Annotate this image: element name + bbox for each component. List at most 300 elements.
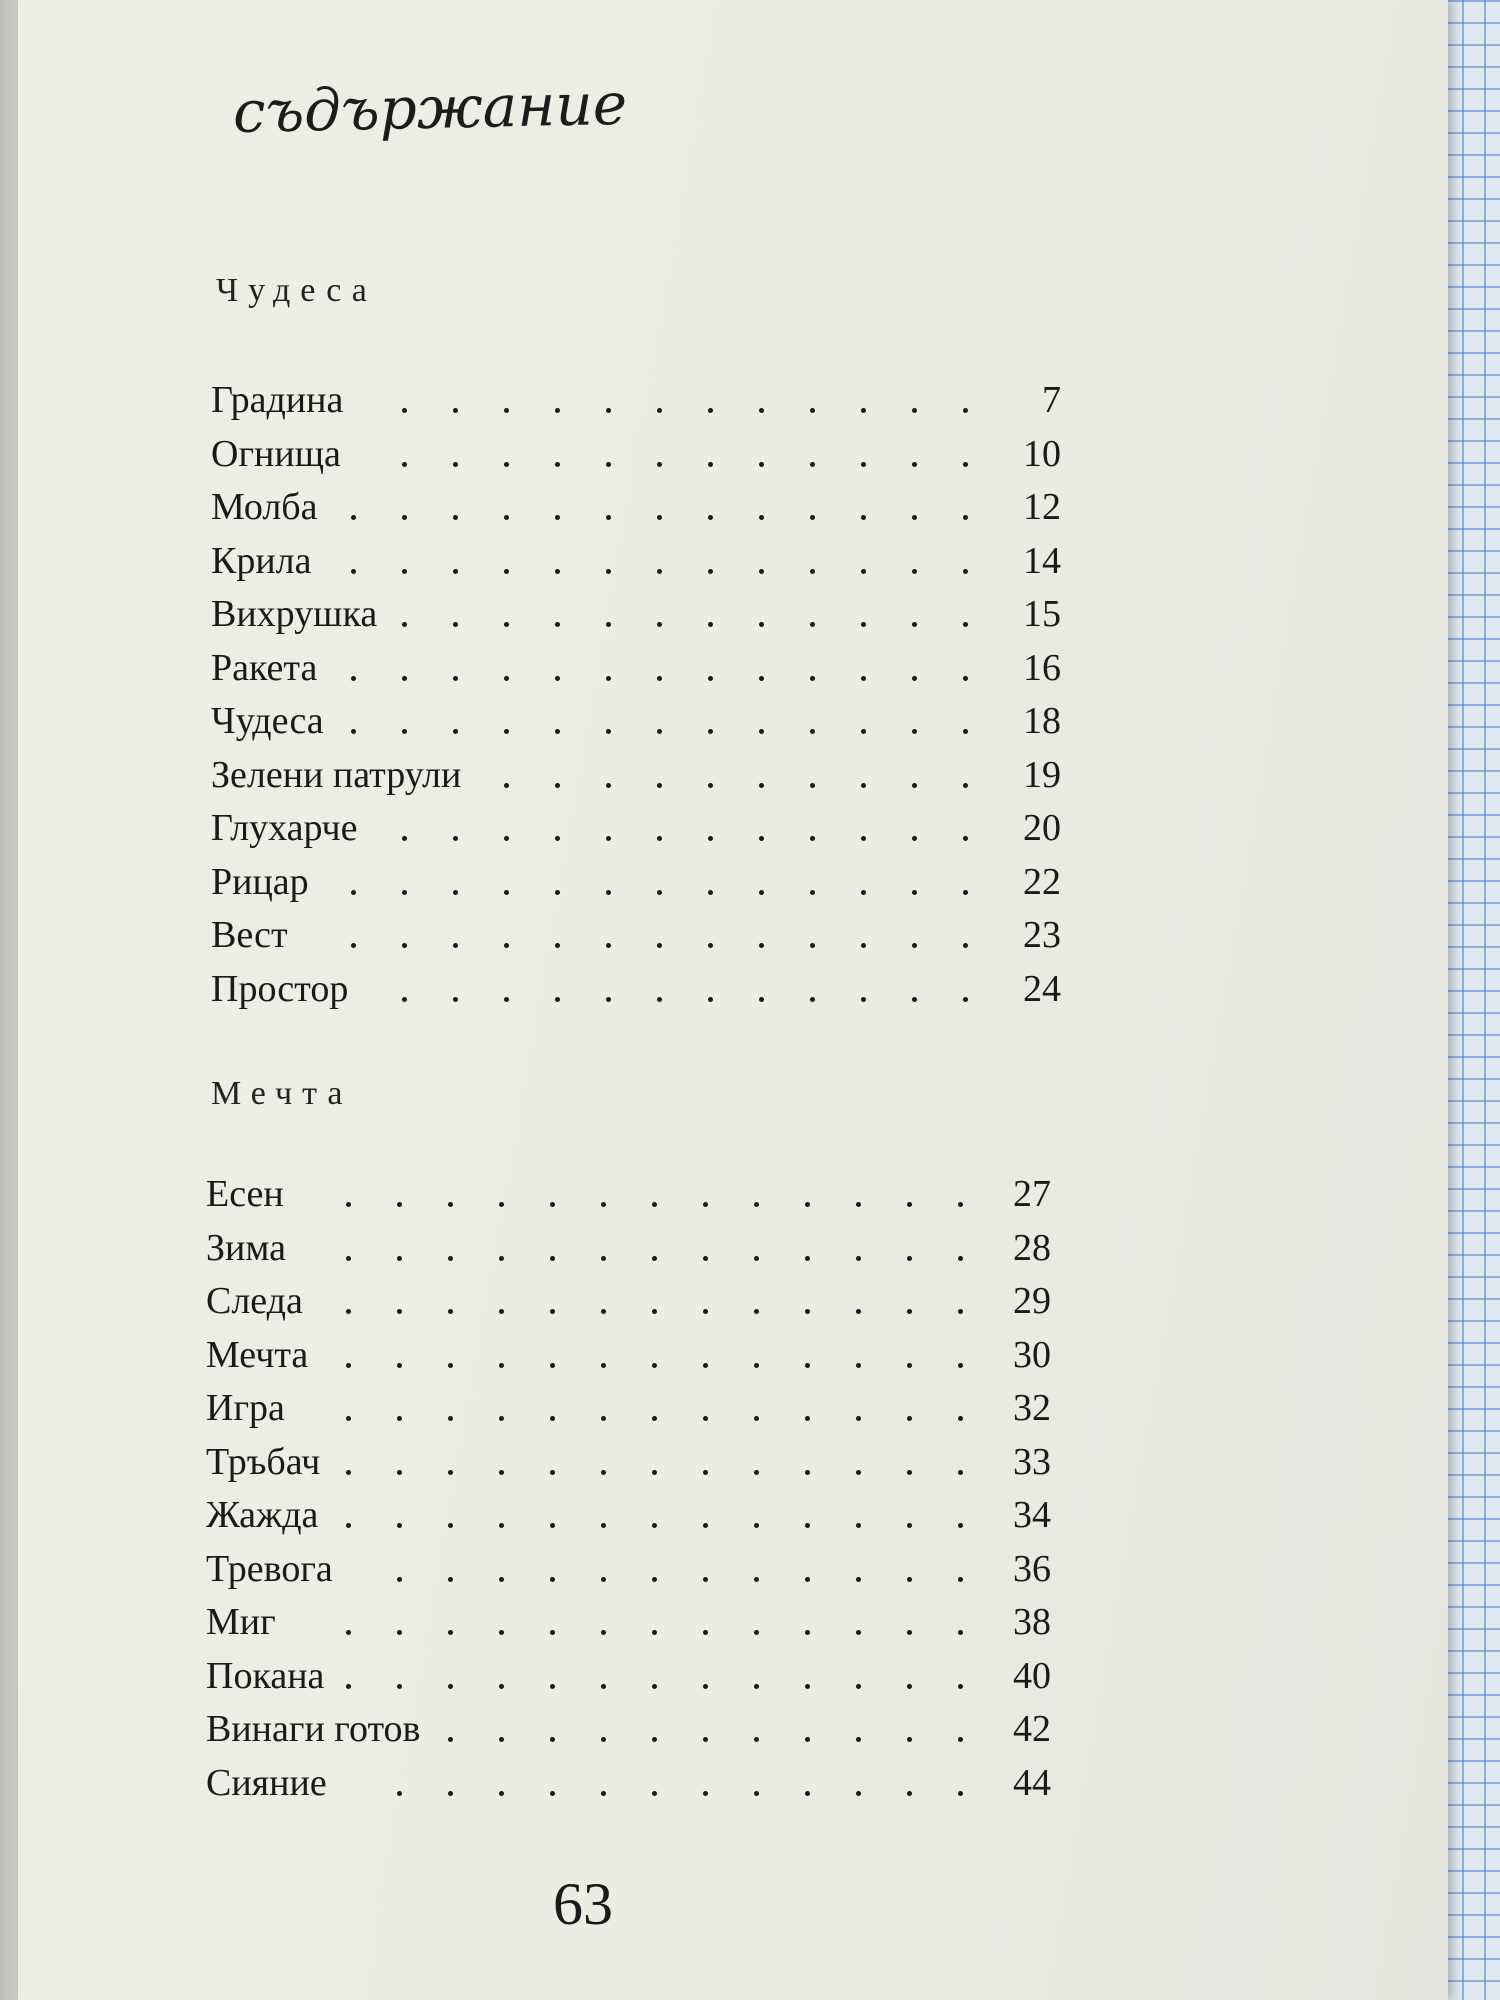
leader-dot (504, 997, 509, 1002)
leader-dot (856, 1202, 861, 1207)
leader-dot (402, 729, 407, 734)
leader-dot (453, 997, 458, 1002)
leader-dot (652, 1791, 657, 1796)
leader-dot (448, 1630, 453, 1635)
entry-page-number: 36 (1013, 1547, 1051, 1590)
entry-page-number: 10 (1023, 432, 1061, 475)
leader-dot (550, 1684, 555, 1689)
dot-leader (206, 1226, 965, 1270)
toc-entry (206, 1654, 1051, 1704)
toc-entry (211, 539, 1061, 589)
leader-dot (708, 462, 713, 467)
leader-dot (448, 1523, 453, 1528)
toc-entry (211, 485, 1061, 535)
entry-title: Винаги готов (206, 1708, 421, 1750)
toc-entry (206, 1493, 1051, 1543)
leader-dot (555, 462, 560, 467)
leader-dot (759, 997, 764, 1002)
entry-title: Игра (206, 1387, 285, 1429)
leader-dot (601, 1416, 606, 1421)
leader-dot (550, 1309, 555, 1314)
entry-page-number: 44 (1013, 1761, 1051, 1804)
leader-dot (759, 462, 764, 467)
leader-dot (346, 1256, 351, 1261)
leader-dot (499, 1416, 504, 1421)
toc-entry (211, 967, 1061, 1017)
leader-dot (912, 462, 917, 467)
leader-dot (657, 783, 662, 788)
leader-dot (810, 622, 815, 627)
leader-dot (550, 1202, 555, 1207)
entry-page-number: 7 (1042, 379, 1061, 421)
leader-dot (805, 1363, 810, 1368)
leader-dot (856, 1684, 861, 1689)
leader-dot (397, 1309, 402, 1314)
leader-dot (856, 1523, 861, 1528)
toc-entry (211, 646, 1061, 696)
leader-dot (861, 408, 866, 413)
leader-dot (805, 1416, 810, 1421)
leader-dot (652, 1416, 657, 1421)
leader-dot (810, 676, 815, 681)
leader-dot (963, 729, 968, 734)
leader-dot (606, 836, 611, 841)
leader-dot (448, 1363, 453, 1368)
leader-dot (759, 729, 764, 734)
leader-dot (504, 783, 509, 788)
leader-dot (907, 1416, 912, 1421)
entry-page-number: 22 (1023, 860, 1061, 903)
leader-dot (805, 1470, 810, 1475)
entry-title: Огнища (211, 432, 341, 475)
leader-dot (759, 408, 764, 413)
leader-dot (759, 836, 764, 841)
leader-dot (805, 1791, 810, 1796)
leader-dot (499, 1523, 504, 1528)
leader-dot (861, 836, 866, 841)
leader-dot (912, 997, 917, 1002)
leader-dot (708, 997, 713, 1002)
leader-dot (861, 943, 866, 948)
leader-dot (810, 515, 815, 520)
leader-dot (351, 676, 356, 681)
leader-dot (550, 1791, 555, 1796)
leader-dot (754, 1202, 759, 1207)
leader-dot (861, 997, 866, 1002)
leader-dot (703, 1470, 708, 1475)
leader-dot (963, 890, 968, 895)
leader-dot (708, 515, 713, 520)
entry-page-number: 29 (1013, 1280, 1051, 1322)
entry-title: Тревога (206, 1547, 333, 1590)
leader-dot (652, 1737, 657, 1742)
leader-dot (907, 1256, 912, 1261)
leader-dot (397, 1202, 402, 1207)
dot-leader (211, 485, 975, 529)
leader-dot (606, 890, 611, 895)
leader-dot (703, 1416, 708, 1421)
entry-title: Следа (206, 1280, 303, 1322)
leader-dot (958, 1202, 963, 1207)
leader-dot (907, 1363, 912, 1368)
leader-dot (448, 1202, 453, 1207)
leader-dot (963, 943, 968, 948)
leader-dot (657, 408, 662, 413)
leader-dot (759, 515, 764, 520)
leader-dot (453, 943, 458, 948)
toc-entry (211, 378, 1061, 428)
toc-entry (206, 1761, 1051, 1811)
leader-dot (550, 1523, 555, 1528)
leader-dot (504, 408, 509, 413)
toc-entry (206, 1172, 1051, 1222)
leader-dot (448, 1737, 453, 1742)
leader-dot (657, 622, 662, 627)
leader-dot (754, 1416, 759, 1421)
leader-dot (805, 1202, 810, 1207)
leader-dot (657, 676, 662, 681)
dot-leader (206, 1333, 965, 1377)
toc-entry (206, 1279, 1051, 1329)
leader-dot (708, 408, 713, 413)
leader-dot (754, 1256, 759, 1261)
leader-dot (499, 1684, 504, 1689)
leader-dot (652, 1309, 657, 1314)
entry-title: Миг (206, 1601, 276, 1643)
leader-dot (958, 1256, 963, 1261)
entry-title: Жажда (206, 1494, 319, 1536)
leader-dot (606, 569, 611, 574)
leader-dot (555, 569, 560, 574)
dot-leader (211, 646, 975, 690)
leader-dot (601, 1363, 606, 1368)
leader-dot (453, 890, 458, 895)
leader-dot (856, 1630, 861, 1635)
leader-dot (708, 783, 713, 788)
leader-dot (754, 1684, 759, 1689)
leader-dot (402, 462, 407, 467)
leader-dot (550, 1470, 555, 1475)
entry-title: Мечта (206, 1333, 309, 1376)
entry-page-number: 24 (1023, 967, 1061, 1010)
leader-dot (754, 1577, 759, 1582)
leader-dot (652, 1684, 657, 1689)
leader-dot (652, 1523, 657, 1528)
toc-entry (211, 432, 1061, 482)
leader-dot (448, 1416, 453, 1421)
section-heading-2: Мечта (211, 1075, 353, 1112)
leader-dot (397, 1470, 402, 1475)
entry-page-number: 20 (1023, 807, 1061, 849)
leader-dot (912, 943, 917, 948)
entry-page-number: 27 (1013, 1173, 1051, 1215)
entry-title: Глухарче (211, 807, 358, 849)
entry-title: Сияние (206, 1761, 327, 1804)
leader-dot (402, 997, 407, 1002)
leader-dot (550, 1363, 555, 1368)
leader-dot (606, 462, 611, 467)
leader-dot (958, 1523, 963, 1528)
leader-dot (657, 943, 662, 948)
leader-dot (504, 943, 509, 948)
dot-leader (211, 699, 975, 743)
leader-dot (754, 1791, 759, 1796)
leader-dot (759, 676, 764, 681)
entry-title: Есен (206, 1173, 284, 1215)
leader-dot (550, 1256, 555, 1261)
leader-dot (402, 890, 407, 895)
leader-dot (810, 836, 815, 841)
leader-dot (351, 890, 356, 895)
entry-title: Крила (211, 539, 312, 582)
leader-dot (703, 1737, 708, 1742)
leader-dot (397, 1577, 402, 1582)
leader-dot (601, 1791, 606, 1796)
entry-page-number: 38 (1013, 1601, 1051, 1643)
entry-title: Покана (206, 1654, 325, 1697)
entry-page-number: 28 (1013, 1226, 1051, 1269)
leader-dot (810, 997, 815, 1002)
leader-dot (912, 622, 917, 627)
leader-dot (856, 1737, 861, 1742)
entry-page-number: 18 (1023, 700, 1061, 742)
leader-dot (810, 462, 815, 467)
entry-title: Чудеса (211, 700, 324, 742)
leader-dot (861, 462, 866, 467)
leader-dot (958, 1309, 963, 1314)
leader-dot (606, 622, 611, 627)
leader-dot (448, 1684, 453, 1689)
entry-page-number: 16 (1023, 646, 1061, 689)
leader-dot (657, 836, 662, 841)
leader-dot (708, 569, 713, 574)
leader-dot (805, 1523, 810, 1528)
leader-dot (652, 1256, 657, 1261)
toc-entry (206, 1600, 1051, 1650)
leader-dot (907, 1202, 912, 1207)
leader-dot (555, 783, 560, 788)
leader-dot (504, 836, 509, 841)
leader-dot (754, 1470, 759, 1475)
leader-dot (402, 569, 407, 574)
leader-dot (652, 1577, 657, 1582)
leader-dot (601, 1202, 606, 1207)
leader-dot (397, 1630, 402, 1635)
section-heading-1: Чудеса (216, 272, 377, 309)
leader-dot (652, 1470, 657, 1475)
leader-dot (708, 622, 713, 627)
leader-dot (555, 997, 560, 1002)
leader-dot (759, 569, 764, 574)
entry-title: Простор (211, 967, 349, 1010)
leader-dot (606, 997, 611, 1002)
leader-dot (856, 1256, 861, 1261)
entry-page-number: 30 (1013, 1333, 1051, 1376)
entry-page-number: 32 (1013, 1387, 1051, 1429)
graph-paper-background (1440, 0, 1500, 2000)
leader-dot (703, 1791, 708, 1796)
entry-title: Вест (211, 914, 288, 956)
leader-dot (657, 729, 662, 734)
dot-leader (206, 1279, 965, 1323)
leader-dot (606, 515, 611, 520)
leader-dot (601, 1684, 606, 1689)
leader-dot (601, 1630, 606, 1635)
leader-dot (963, 783, 968, 788)
leader-dot (555, 515, 560, 520)
dot-leader (211, 913, 975, 957)
leader-dot (657, 569, 662, 574)
leader-dot (402, 408, 407, 413)
leader-dot (504, 676, 509, 681)
entry-title: Тръбач (206, 1440, 321, 1483)
leader-dot (963, 408, 968, 413)
leader-dot (759, 783, 764, 788)
leader-dot (759, 622, 764, 627)
leader-dot (555, 622, 560, 627)
leader-dot (657, 890, 662, 895)
leader-dot (912, 729, 917, 734)
leader-dot (346, 1202, 351, 1207)
leader-dot (856, 1309, 861, 1314)
entry-page-number: 23 (1023, 914, 1061, 956)
toc-entry (211, 592, 1061, 642)
leader-dot (499, 1737, 504, 1742)
leader-dot (504, 622, 509, 627)
leader-dot (958, 1684, 963, 1689)
entry-page-number: 33 (1013, 1440, 1051, 1483)
leader-dot (402, 676, 407, 681)
leader-dot (861, 622, 866, 627)
leader-dot (652, 1630, 657, 1635)
leader-dot (963, 462, 968, 467)
page-title: съдържание (232, 69, 628, 146)
leader-dot (805, 1684, 810, 1689)
leader-dot (708, 729, 713, 734)
leader-dot (606, 676, 611, 681)
leader-dot (810, 729, 815, 734)
toc-entry (211, 753, 1061, 803)
leader-dot (708, 943, 713, 948)
leader-dot (912, 783, 917, 788)
leader-dot (703, 1363, 708, 1368)
leader-dot (448, 1791, 453, 1796)
leader-dot (907, 1309, 912, 1314)
toc-entry (206, 1440, 1051, 1490)
leader-dot (601, 1737, 606, 1742)
entry-title: Вихрушка (211, 593, 378, 635)
entry-title: Зима (206, 1226, 287, 1269)
leader-dot (601, 1256, 606, 1261)
entry-page-number: 15 (1023, 593, 1061, 635)
leader-dot (907, 1523, 912, 1528)
leader-dot (754, 1363, 759, 1368)
leader-dot (448, 1309, 453, 1314)
leader-dot (805, 1577, 810, 1582)
leader-dot (805, 1737, 810, 1742)
leader-dot (504, 890, 509, 895)
leader-dot (453, 462, 458, 467)
leader-dot (601, 1577, 606, 1582)
leader-dot (657, 515, 662, 520)
leader-dot (907, 1470, 912, 1475)
leader-dot (504, 462, 509, 467)
leader-dot (346, 1363, 351, 1368)
leader-dot (448, 1470, 453, 1475)
toc-list-2 (206, 1172, 1051, 1812)
dot-leader (206, 1386, 965, 1430)
leader-dot (402, 943, 407, 948)
leader-dot (550, 1737, 555, 1742)
leader-dot (657, 997, 662, 1002)
leader-dot (754, 1737, 759, 1742)
leader-dot (907, 1737, 912, 1742)
leader-dot (652, 1202, 657, 1207)
leader-dot (703, 1202, 708, 1207)
leader-dot (958, 1416, 963, 1421)
leader-dot (453, 569, 458, 574)
leader-dot (810, 943, 815, 948)
leader-dot (861, 676, 866, 681)
leader-dot (861, 890, 866, 895)
leader-dot (351, 943, 356, 948)
leader-dot (810, 783, 815, 788)
leader-dot (912, 515, 917, 520)
leader-dot (703, 1630, 708, 1635)
entry-page-number: 42 (1013, 1708, 1051, 1750)
leader-dot (499, 1363, 504, 1368)
leader-dot (601, 1523, 606, 1528)
leader-dot (499, 1630, 504, 1635)
toc-entry (211, 860, 1061, 910)
entry-title: Молба (211, 486, 318, 528)
leader-dot (453, 836, 458, 841)
leader-dot (754, 1309, 759, 1314)
leader-dot (963, 515, 968, 520)
leader-dot (504, 569, 509, 574)
leader-dot (703, 1309, 708, 1314)
leader-dot (861, 515, 866, 520)
entry-title: Зелени патрули (211, 753, 462, 796)
leader-dot (346, 1523, 351, 1528)
leader-dot (499, 1577, 504, 1582)
leader-dot (499, 1202, 504, 1207)
leader-dot (499, 1470, 504, 1475)
leader-dot (555, 729, 560, 734)
leader-dot (912, 676, 917, 681)
leader-dot (448, 1256, 453, 1261)
leader-dot (963, 836, 968, 841)
leader-dot (397, 1363, 402, 1368)
dot-leader (211, 539, 975, 583)
leader-dot (754, 1630, 759, 1635)
toc-entry (211, 806, 1061, 856)
leader-dot (402, 622, 407, 627)
leader-dot (856, 1577, 861, 1582)
leader-dot (861, 783, 866, 788)
leader-dot (805, 1630, 810, 1635)
leader-dot (397, 1791, 402, 1796)
leader-dot (958, 1630, 963, 1635)
leader-dot (958, 1470, 963, 1475)
toc-entry (206, 1547, 1051, 1597)
leader-dot (499, 1309, 504, 1314)
entry-page-number: 14 (1023, 539, 1061, 582)
leader-dot (810, 890, 815, 895)
leader-dot (958, 1791, 963, 1796)
leader-dot (555, 890, 560, 895)
leader-dot (856, 1791, 861, 1796)
